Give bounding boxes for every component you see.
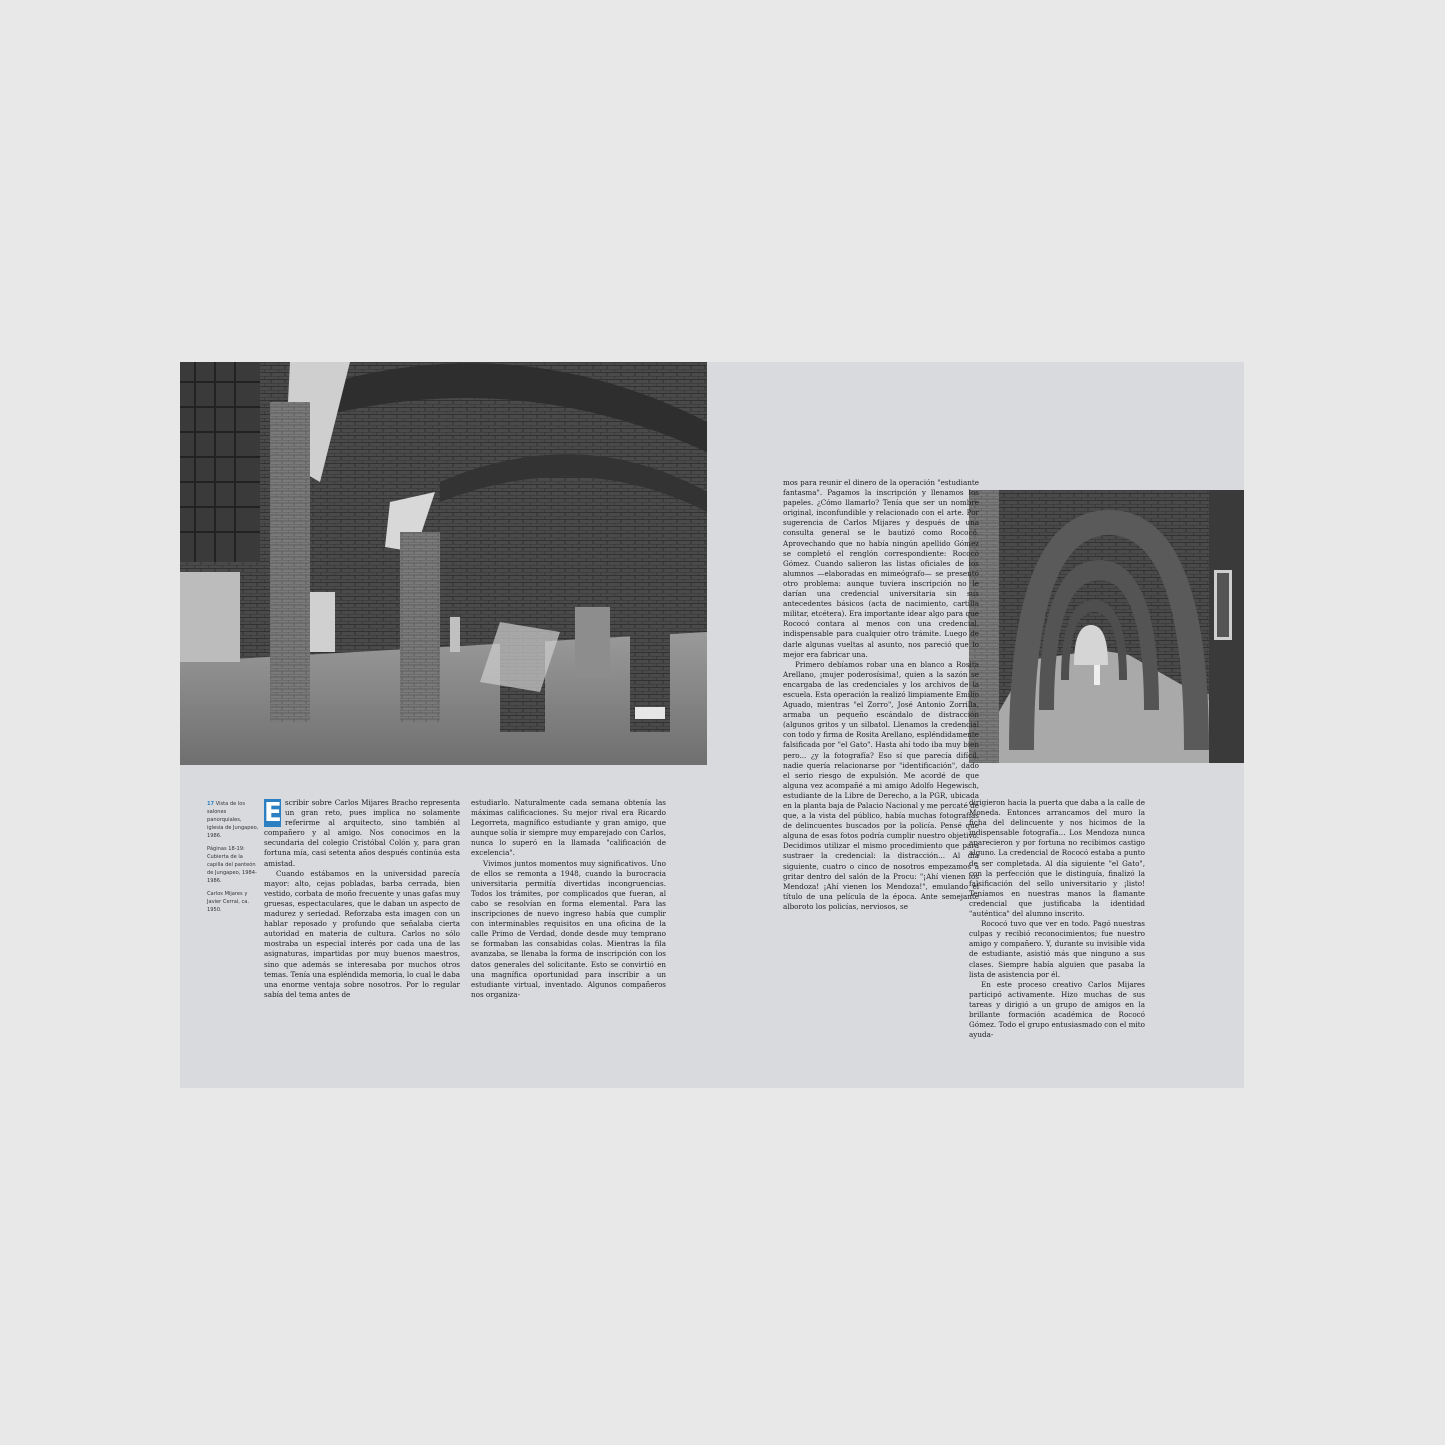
paragraph: Rococó tuvo que ver en todo. Pagó nuestras culpas y recibió reconocimientos; fue nuestro amigo y compañero. Y, durante su invisible vida de estudiante, asistió más que ninguno a sus clases. Siempre había alguien que pasaba la lista de asistencia por él. xyxy=(969,919,1145,979)
caption-entry-3: Carlos Mijares y Javier Cerral, ca. 1950. xyxy=(207,891,250,913)
caption-entry-2: Páginas 18-19: Cubierta de la capilla del panteón de Jungapeo, 1984-1986. xyxy=(207,846,257,884)
drop-cap: E xyxy=(264,798,282,828)
text-column-1 xyxy=(264,798,460,1000)
text-column-2 xyxy=(471,798,666,1000)
paragraph: mos para reunir el dinero de la operación "estudiante fantasma". Pagamos la inscripción y llenamos los papeles. ¿Cómo llamarlo? Tenía que ser un nombre original, inconfundible y relacionado con el arte. Por sugerencia de Carlos Mijares y después de una consulta general se le bautizó como Rococó. Aprovechando que no había ningún apellido Gómez se completó el renglón correspondiente: Rococó Gómez. Cuando salieron las listas oficiales de los alumnos —elaboradas en mimeógrafo— se presentó otro problema: aunque tuviera inscripción no le darían una credencial universitaria sin sus antecedentes básicos (acta de nacimiento, cartilla militar, etcétera). Era importante idear algo para que Rococó contara al menos con una credencial, indispensable para cualquier otro trámite. Luego de darle algunas vueltas al asunto, nos pareció que lo mejor era fabricar una. xyxy=(783,478,979,659)
photo-brick-arcade xyxy=(969,490,1244,763)
paragraph: Vivimos juntos momentos muy significativos. Uno de ellos se remonta a 1948, cuando la burocracia universitaria permitía divertidas incongruencias. Todos los trámites, por complicados que fueran, al cabo se resolvían en forma elemental. Para las inscripciones de nuevo ingreso había que cumplir con interminables requisitos en una oficina de la calle Primo de Verdad, donde desde muy temprano se formaban las consabidas colas. Mientras la fila avanzaba, se llenaba la forma de inscripción con los datos generales del solicitante. Esto se convirtió en una magnífica oportunidad para inscribir a un estudiante virtual, inventado. Algunos compañeros nos organiza- xyxy=(471,858,666,999)
photo-brick-vaulted-hall xyxy=(180,362,707,765)
paragraph: Cuando estábamos en la universidad parecía mayor: alto, cejas pobladas, barba cerrada, bien vestido, corbata de moño frecuente y unas gafas muy gruesas, espectaculares, que le daban un aspecto de madurez y seriedad. Reforzaba esta imagen con un hablar reposado y profundo que señalaba cierta autoridad en materia de cultura. Carlos no sólo mostraba un especial interés por cada una de las asignaturas, impartidas por muy buenos maestros, sino que además se interesaba por muchos otros temas. Tenía una espléndida memoria, lo cual le daba una enorme ventaja sobre nosotros. Por lo regular sabía del tema antes de xyxy=(264,868,460,999)
book-spread xyxy=(180,362,1244,1088)
caption-entry-1: 17 Vista de los salones panorquiales, iglesia de Jungapeo, 1986. xyxy=(207,801,259,839)
paragraph: dirigieron hacia la puerta que daba a la calle de Moneda. Entonces arrancamos del muro la ficha del delincuente y nos hicimos de la indispensable fotografía... Los Mendoza nunca aparecieron y por fortuna no recibimos castigo alguno. La credencial de Rococó estaba a punto de ser completada. Al día siguiente "el Gato", con la perfección que le distinguía, finalizó la falsificación del sello universitario y ¡listo! Teníamos en nuestras manos la flamante credencial que justificaba la identidad "auténtica" del alumno inscrito. xyxy=(969,798,1145,919)
text-column-4 xyxy=(969,798,1145,1040)
caption-number: 17 xyxy=(207,801,215,807)
photo-caption xyxy=(207,800,259,919)
paragraph: Primero debíamos robar una en blanco a Rosita Arellano, ¡mujer poderosísima!, quien a la sazón se encargaba de las credenciales y los archivos de la escuela. Esta operación la realizó limpiamente Emilio Aguado, mientras "el Zorro", José Antonio Zorrilla, armaba un pequeño escándalo de distracción (algunos gritos y un silbatol. Llenamos la credencial con todo y firma de Rosita Arellano, espléndidamente falsificada por "el Gato". Hasta ahí todo iba muy bien pero... ¿y la fotografía? Eso sí que parecía difícil, nadie quería relacionarse por "identificación", dado el serio riesgo de expulsión. Me acordé de que alguna vez acompañé a mi amigo Adolfo Hegewisch, estudiante de la Libre de Derecho, a la PGR, ubicada en la planta baja de Palacio Nacional y me percaté de que, a la vista del público, había muchas fotografías de delincuentes buscados por la policía. Pensé que alguna de esas fotos podría cumplir nuestro objetivo. Decidimos utilizar el mismo procedimiento que para sustraer la credencial: la distracción... Al día siguiente, cuatro o cinco de nosotros empezamos a gritar dentro del salón de la Procu: "¡Ahí vienen los Mendoza! ¡Ahí vienen los Mendoza!", emulando el título de una película de la época. Ante semejante alboroto los policías, nerviosos, se xyxy=(783,659,979,911)
text-column-3 xyxy=(783,478,979,912)
paragraph: En este proceso creativo Carlos Mijares participó activamente. Hizo muchas de sus tareas y dirigió a un grupo de amigos en la brillante formación académica de Rococó Gómez. Todo el grupo entusiasmado con el mito ayuda- xyxy=(969,979,1145,1040)
paragraph: E scribir sobre Carlos Mijares Bracho representa un gran reto, pues implica no solamente referirme al arquitecto, sino también al compañero y al amigo. Nos conocimos en la secundaria del colegio Cristóbal Colón y, para gran fortuna mía, casi setenta años después continúa esta amistad. xyxy=(264,798,460,868)
paragraph: estudiarlo. Naturalmente cada semana obtenía las máximas calificaciones. Su mejor rival era Ricardo Legorreta, magnífico estudiante y gran amigo, que aunque solía ir siempre muy emparejado con Carlos, nunca lo superó en la llamada "calificación de excelencia". xyxy=(471,798,666,858)
